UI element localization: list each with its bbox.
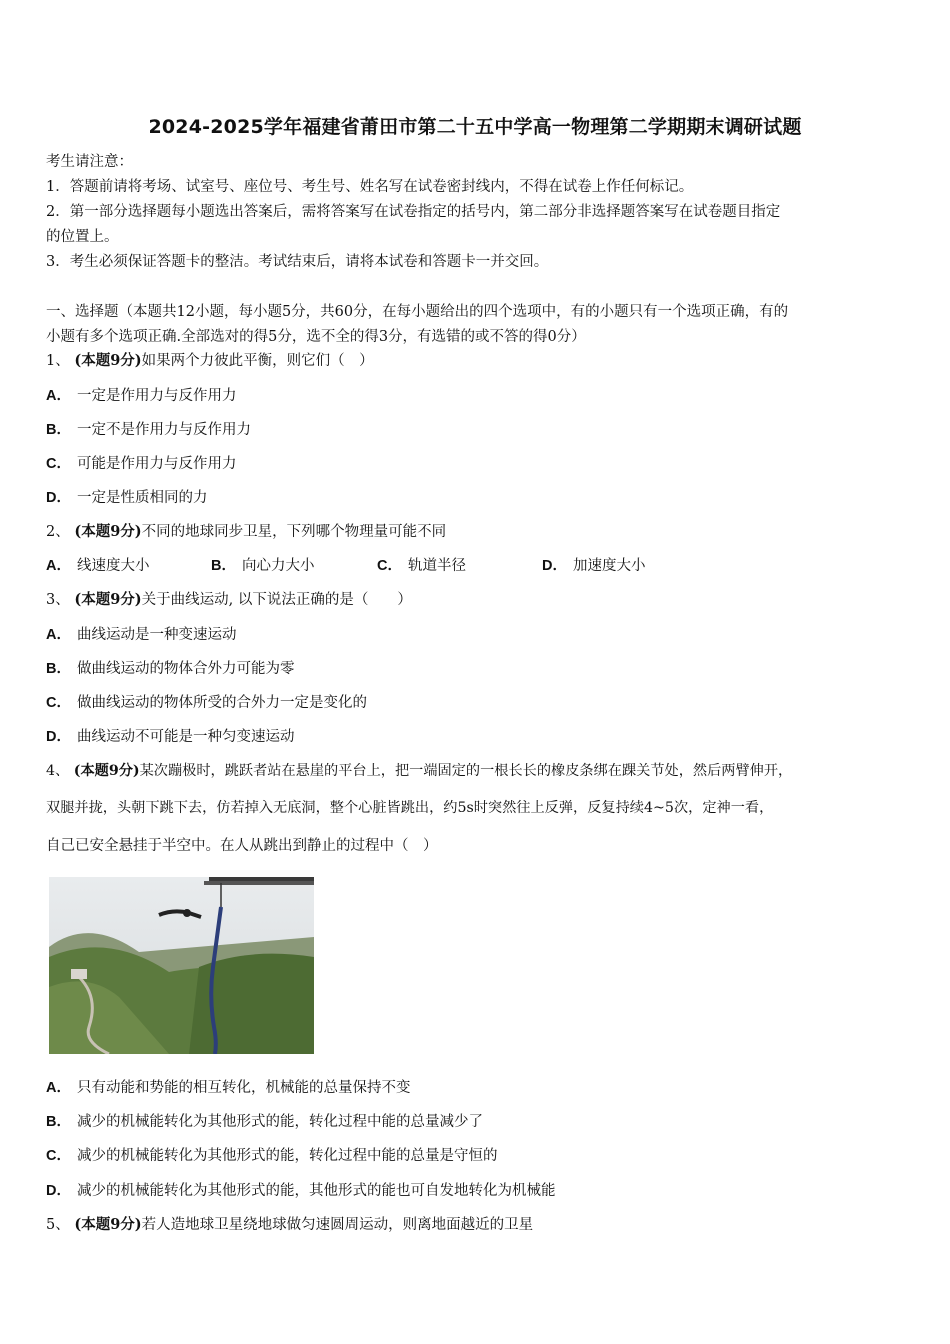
- option-text: 一定不是作用力与反作用力: [76, 422, 251, 438]
- option-text: 曲线运动不可能是一种匀变速运动: [76, 729, 295, 745]
- question-stem-line-1: 某次蹦极时，跳跃者站在悬崖的平台上，把一端固定的一根长长的橡皮条绑在踝关节处，然后两臂伸开，: [139, 763, 793, 779]
- q1-option-a[interactable]: [46, 386, 236, 406]
- option-text: 减少的机械能转化为其他形式的能，转化过程中能的总量减少了: [76, 1114, 483, 1130]
- option-letter: B．: [46, 1114, 71, 1130]
- option-text: 减少的机械能转化为其他形式的能，转化过程中能的总量是守恒的: [76, 1148, 498, 1164]
- question-number: 5、: [46, 1217, 70, 1233]
- bungee-jump-photo: [49, 877, 314, 1054]
- q2-option-d[interactable]: [542, 556, 646, 576]
- section-instructions-line2: 小题有多个选项正确.全部选对的得5分，选不全的得3分，有选错的或不答的得0分）: [46, 329, 586, 345]
- question-4-stem-line-2: 双腿并拢，头朝下跳下去，仿若掉入无底洞，整个心脏皆跳出，约5s时突然往上反弹，反复持续4~5次，定神一看，: [46, 800, 774, 816]
- q3-option-c[interactable]: [46, 693, 367, 713]
- option-letter: C．: [46, 1148, 71, 1164]
- question-4-stem-line-3: 自己已安全悬挂于半空中。在人从跳出到静止的过程中（ ）: [46, 838, 438, 854]
- option-text: 做曲线运动的物体合外力可能为零: [76, 661, 295, 677]
- notice-item-2-cont: 的位置上。: [46, 229, 119, 245]
- q1-option-c[interactable]: [46, 454, 236, 474]
- question-stem: 关于曲线运动, 以下说法正确的是（ ）: [141, 592, 412, 608]
- q4-option-d[interactable]: [46, 1181, 555, 1201]
- option-letter: D．: [542, 558, 567, 574]
- option-text: 向心力大小: [241, 558, 315, 574]
- option-letter: A．: [46, 558, 71, 574]
- option-letter: D．: [46, 490, 71, 506]
- question-tag: (本题9分): [74, 352, 142, 369]
- option-text: 做曲线运动的物体所受的合外力一定是变化的: [76, 695, 367, 711]
- option-text: 线速度大小: [76, 558, 150, 574]
- notice-item-3: 3．考生必须保证答题卡的整洁。考试结束后，请将本试卷和答题卡一并交回。: [46, 254, 549, 270]
- page-title: 2024-2025学年福建省莆田市第二十五中学高一物理第二学期期末调研试题: [148, 116, 802, 138]
- q1-option-d[interactable]: [46, 488, 207, 508]
- q3-option-b[interactable]: [46, 659, 294, 679]
- question-tag: (本题9分): [74, 591, 142, 608]
- option-text: 一定是性质相同的力: [76, 490, 208, 506]
- option-letter: C．: [46, 456, 71, 472]
- option-letter: C．: [377, 558, 402, 574]
- question-tag: (本题9分): [74, 523, 142, 540]
- question-tag: (本题9分): [73, 763, 140, 779]
- question-tag: (本题9分): [74, 1216, 142, 1233]
- question-2: [46, 522, 446, 542]
- question-number: 1、: [46, 353, 70, 369]
- q2-options-row: [46, 556, 746, 576]
- option-letter: A．: [46, 1080, 71, 1096]
- question-3: [46, 590, 412, 610]
- section-instructions-line1: 一、选择题（本题共12小题，每小题5分，共60分，在每小题给出的四个选项中，有的小题只有一个选项正确，有的: [46, 304, 789, 320]
- option-letter: D．: [46, 1183, 71, 1199]
- option-text: 曲线运动是一种变速运动: [76, 627, 237, 643]
- q2-option-b[interactable]: [211, 556, 315, 576]
- option-letter: B．: [46, 661, 71, 677]
- option-letter: A．: [46, 627, 71, 643]
- q4-option-b[interactable]: [46, 1112, 483, 1132]
- q3-option-d[interactable]: [46, 727, 294, 747]
- option-letter: B．: [46, 422, 71, 438]
- option-text: 减少的机械能转化为其他形式的能，其他形式的能也可自发地转化为机械能: [76, 1183, 556, 1199]
- q2-option-c[interactable]: [377, 556, 466, 576]
- option-text: 一定是作用力与反作用力: [76, 388, 237, 404]
- option-letter: D．: [46, 729, 71, 745]
- question-stem: 如果两个力彼此平衡，则它们（ ）: [141, 353, 374, 369]
- q4-option-a[interactable]: [46, 1078, 410, 1098]
- option-text: 轨道半径: [407, 558, 466, 574]
- option-text: 加速度大小: [572, 558, 646, 574]
- question-number: 3、: [46, 592, 70, 608]
- option-letter: C．: [46, 695, 71, 711]
- notice-item-2: 2．第一部分选择题每小题选出答案后，需将答案写在试卷指定的括号内，第二部分非选择题答案写在试卷题目指定: [46, 204, 781, 220]
- q3-option-a[interactable]: [46, 625, 236, 645]
- question-stem: 不同的地球同步卫星，下列哪个物理量可能不同: [141, 524, 447, 540]
- question-number: 4、: [46, 763, 70, 779]
- notice-item-1: 1．答题前请将考场、试室号、座位号、考生号、姓名写在试卷密封线内，不得在试卷上作任何标记。: [46, 179, 694, 195]
- question-4: [46, 761, 792, 781]
- q1-option-b[interactable]: [46, 420, 251, 440]
- option-letter: B．: [211, 558, 236, 574]
- question-1: [46, 351, 374, 371]
- option-text: 可能是作用力与反作用力: [76, 456, 237, 472]
- question-5: [46, 1215, 533, 1235]
- notice-heading: 考生请注意：: [46, 154, 133, 170]
- option-letter: A．: [46, 388, 71, 404]
- q4-option-c[interactable]: [46, 1146, 497, 1166]
- question-number: 2、: [46, 524, 70, 540]
- option-text: 只有动能和势能的相互转化，机械能的总量保持不变: [76, 1080, 411, 1096]
- q2-option-a[interactable]: [46, 556, 150, 576]
- question-stem: 若人造地球卫星绕地球做匀速圆周运动，则离地面越近的卫星: [141, 1217, 534, 1233]
